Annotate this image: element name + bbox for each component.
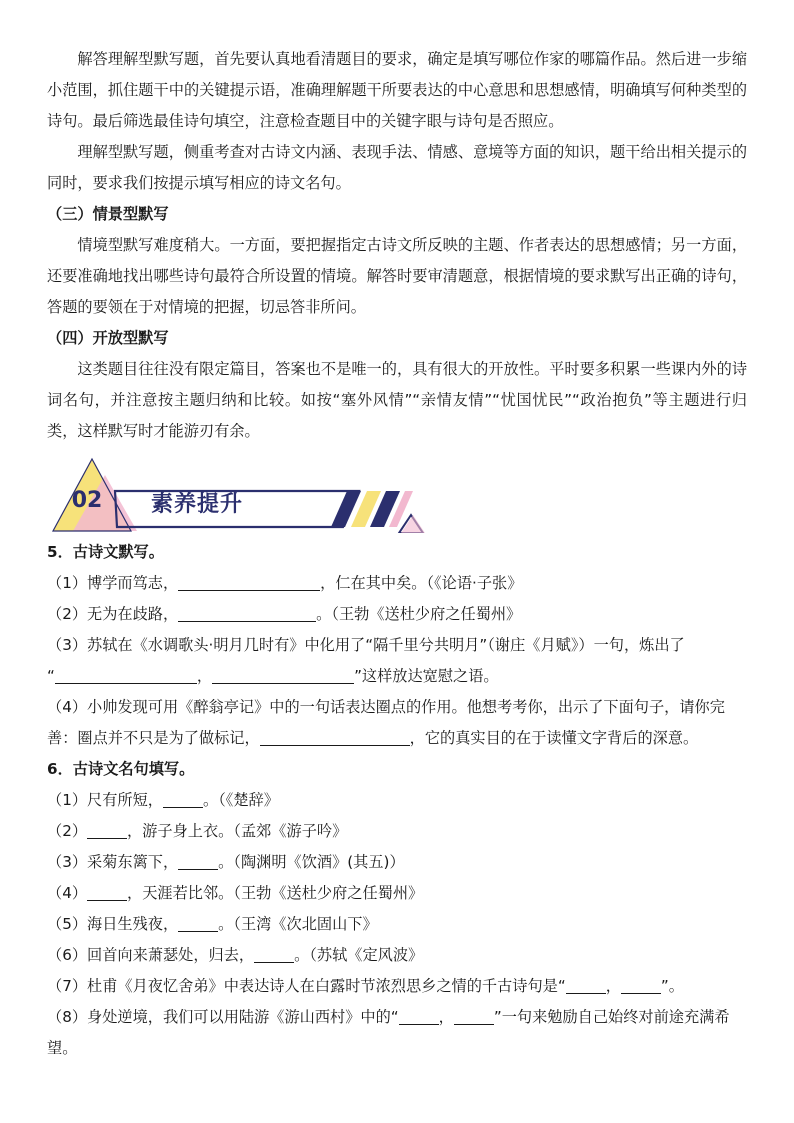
q6-7-text-b: ，: [605, 977, 621, 995]
question-6-item-7: [47, 971, 747, 1002]
answer-blank[interactable]: [212, 666, 354, 684]
answer-blank[interactable]: [163, 790, 203, 808]
q5-1-text-b: ，仁在其中矣。（《论语·子张》: [320, 574, 523, 592]
q6-7-text-c: ”。: [660, 977, 684, 995]
question-5-title: 5．古诗文默写。: [47, 543, 164, 561]
intro-paragraph-2: 理解型默写题，侧重考查对古诗文内涵、表现手法、情感、意境等方面的知识，题干给出相关提示的同时，要求我们按提示填写相应的诗文名句。: [47, 143, 747, 192]
answer-blank[interactable]: [55, 666, 197, 684]
answer-blank[interactable]: [87, 821, 127, 839]
question-5-item-1: [47, 568, 747, 599]
q6-2-text-a: （2）: [47, 822, 88, 840]
question-6-item-1: [47, 785, 747, 816]
q6-5-text-a: （5）海日生残夜，: [47, 915, 179, 933]
question-6-item-3: [47, 847, 747, 878]
question-6-item-8: [47, 1002, 747, 1064]
q6-2-text-b: ，游子身上衣。（孟郊《游子吟》: [127, 822, 348, 840]
answer-blank[interactable]: [621, 976, 661, 994]
q5-2-text-b: 。（王勃《送杜少府之任蜀州》: [316, 605, 522, 623]
question-6-title: 6．古诗文名句填写。: [47, 760, 195, 778]
answer-blank[interactable]: [178, 914, 218, 932]
q6-3-text-a: （3）采菊东篱下，: [47, 853, 179, 871]
answer-blank[interactable]: [399, 1007, 439, 1025]
q6-1-text-a: （1）尺有所短，: [47, 791, 163, 809]
q6-5-text-b: 。（王湾《次北固山下》: [218, 915, 378, 933]
question-6-item-2: [47, 816, 747, 847]
question-5-item-3: [47, 630, 747, 692]
q6-4-text-b: ，天涯若比邻。（王勃《送杜少府之任蜀州》: [127, 884, 424, 902]
answer-blank[interactable]: [260, 728, 410, 746]
answer-blank[interactable]: [566, 976, 606, 994]
question-6-item-6: [47, 940, 747, 971]
answer-blank[interactable]: [87, 883, 127, 901]
answer-blank[interactable]: [454, 1007, 494, 1025]
q5-3-text-c: ，: [196, 667, 213, 685]
q6-7-text-a: （7）杜甫《月夜忆舍弟》中表达诗人在白露时节浓烈思乡之情的千古诗句是“: [47, 977, 566, 995]
section-number: 02: [71, 488, 103, 513]
q5-4-text-b: ，它的真实目的在于读懂文字背后的深意。: [409, 729, 699, 747]
question-6-item-4: [47, 878, 747, 909]
q6-6-text-b: 。（苏轼《定风波》: [294, 946, 424, 964]
heading-situational: （三）情景型默写: [47, 205, 169, 223]
answer-blank[interactable]: [254, 945, 294, 963]
intro-paragraph-4: 这类题目往往没有限定篇目，答案也不是唯一的，具有很大的开放性。平时要多积累一些课内外的诗词名句，并注意按主题归纳和比较。如按“塞外风情”“亲情友情”“忧国忧民”“政治抱负”等主题进行归类，这样默写时才能游刃有余。: [47, 360, 747, 440]
question-5-item-2: [47, 599, 747, 630]
section-banner: [47, 455, 747, 533]
question-5-item-4: [47, 692, 747, 754]
q6-4-text-a: （4）: [47, 884, 88, 902]
section-title: 素养提升: [151, 492, 244, 517]
q6-1-text-b: 。（《楚辞》: [202, 791, 279, 809]
intro-paragraph-3: 情境型默写难度稍大。一方面，要把握指定古诗文所反映的主题、作者表达的思想感情；另一方面，还要准确地找出哪些诗句最符合所设置的情境。解答时要审清题意，根据情境的要求默写出正确的诗句，答题的要领在于对情境的把握，切忌答非所问。: [47, 236, 747, 316]
q6-8-text-c: ”一句来勉励自己始终对前途充满希望。: [47, 1008, 730, 1057]
q6-6-text-a: （6）回首向来萧瑟处，归去，: [47, 946, 255, 964]
answer-blank[interactable]: [178, 604, 316, 622]
intro-paragraph-1: 解答理解型默写题，首先要认真地看清题目的要求，确定是填写哪位作家的哪篇作品。然后进一步缩小范围，抓住题干中的关键提示语，准确理解题干所要表达的中心意思和思想感情，明确填写何种类型的诗句。最后筛选最佳诗句填空，注意检查题目中的关键字眼与诗句是否照应。: [47, 50, 747, 130]
q5-3-text-a: （3）苏轼在《水调歌头·明月几时有》中化用了“隔千里兮共明月”（谢庄《月赋》）一句，炼出了: [47, 636, 685, 654]
q6-8-text-a: （8）身处逆境，我们可以用陆游《游山西村》中的“: [47, 1008, 399, 1026]
q5-2-text-a: （2）无为在歧路，: [47, 605, 179, 623]
q5-1-text-a: （1）博学而笃志，: [47, 574, 179, 592]
answer-blank[interactable]: [178, 852, 218, 870]
q6-3-text-b: 。（陶渊明《饮酒》(其五)）: [218, 853, 405, 871]
document-page: [47, 44, 747, 1064]
q5-4-text-a: （4）小帅发现可用《醉翁亭记》中的一句话表达圈点的作用。他想考考你，出示了下面句子，请你完善：圈点并不只是为了做标记，: [47, 698, 725, 747]
answer-blank[interactable]: [178, 573, 320, 591]
heading-open: （四）开放型默写: [47, 329, 169, 347]
q5-3-text-b: “: [47, 667, 55, 685]
q6-8-text-b: ，: [438, 1008, 454, 1026]
q5-3-text-d: ”这样放达宽慰之语。: [354, 667, 499, 685]
question-6-item-5: [47, 909, 747, 940]
